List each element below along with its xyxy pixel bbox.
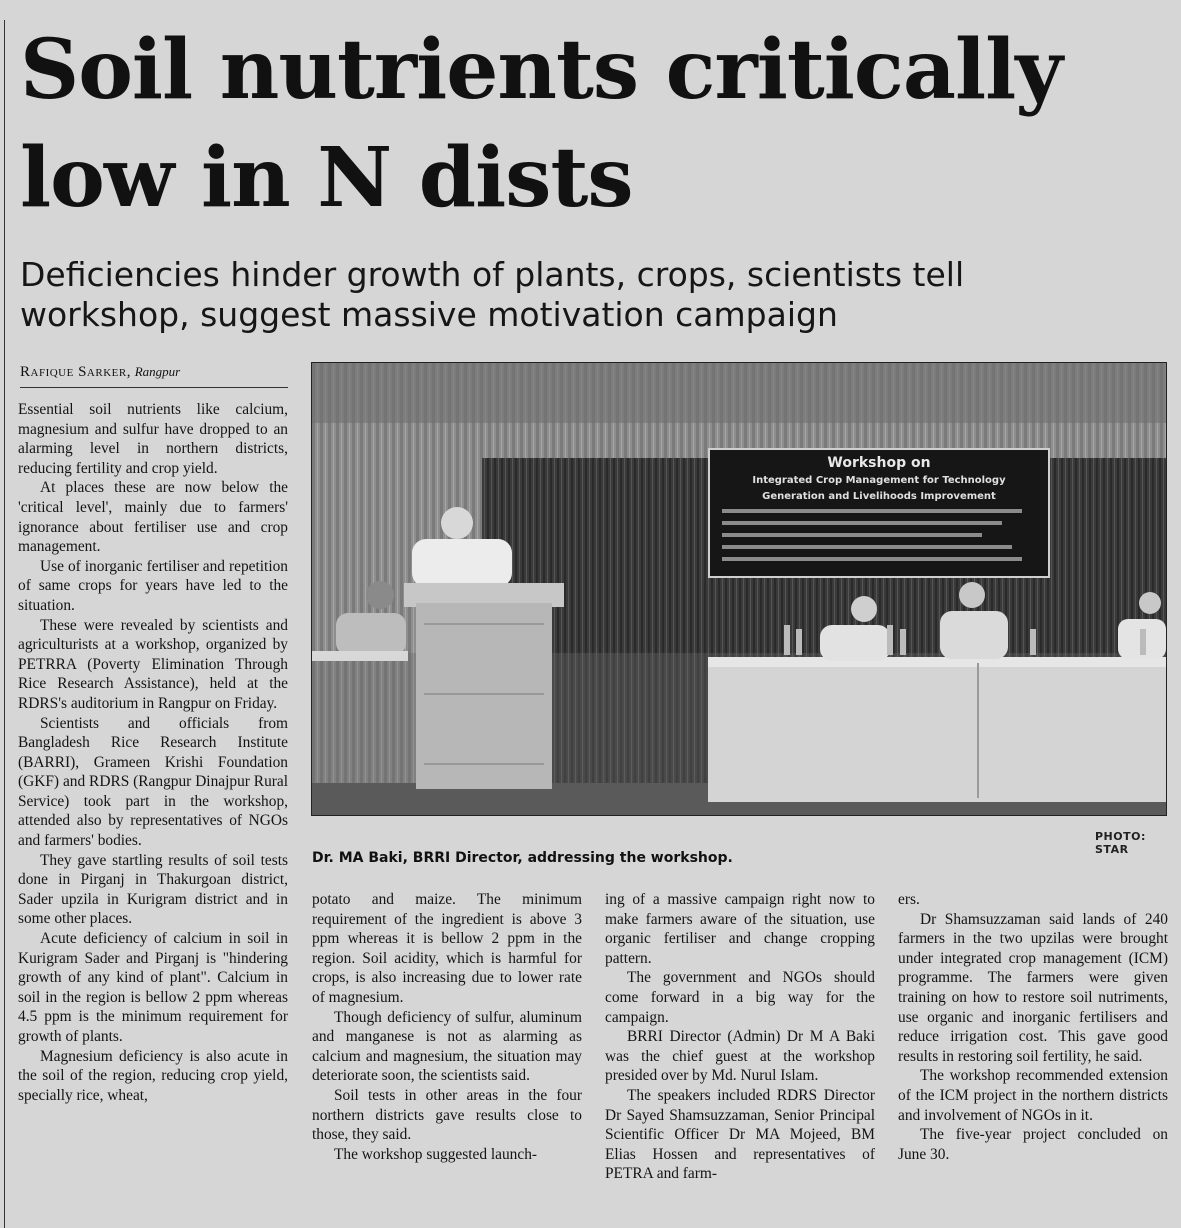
paragraph: Though deficiency of sulfur, aluminum and manganese is not as alarming as calcium and magnesium, the situation may deteriorate soon, the scientists said.	[312, 1008, 582, 1085]
paragraph: Soil tests in other areas in the four northern districts gave results close to those, they said.	[312, 1086, 582, 1144]
banner-line-3: Generation and Livelihoods Improvement	[762, 491, 996, 502]
column-4	[898, 890, 1168, 1164]
paragraph: The five-year project concluded on June 30.	[898, 1126, 1168, 1163]
paragraph: The workshop recommended extension of the ICM project in the northern districts and involvement of NGOs in it.	[898, 1067, 1168, 1124]
paragraph: ers.	[898, 891, 920, 908]
workshop-banner	[709, 449, 1049, 577]
paragraph: These were revealed by scientists and agriculturists at a workshop, organized by PETRRA (Poverty Elimination Through Rice Research Assistance), held at the RDRS's auditorium in Rangpur on Friday.	[18, 616, 288, 712]
photo-caption: Dr. MA Baki, BRRI Director, addressing the workshop.	[312, 850, 733, 866]
deck	[20, 255, 1020, 335]
paragraph: The workshop suggested launch-	[334, 1145, 538, 1163]
paragraph: BRRI Director (Admin) Dr M A Baki was the chief guest at the workshop presided over by Md. Nurul Islam.	[605, 1028, 875, 1085]
photo-credit: PHOTO: STAR	[1095, 830, 1146, 856]
paragraph: The government and NGOs should come forward in a big way for the campaign.	[605, 969, 875, 1026]
headline	[20, 16, 1150, 232]
paragraph: Acute deficiency of calcium in soil in Kurigram Sader and Pirganj is "hindering growth of any kind of plant". Calcium in soil in the region is bellow 2 ppm whereas 4.5 ppm is the minimum requirement for growth of plants.	[18, 930, 288, 1045]
column-3	[605, 890, 875, 1184]
byline-name: Rafique Sarker,	[20, 364, 131, 380]
deck-line-1: Deficiencies hinder growth of plants, crops, scientists tell	[20, 255, 965, 294]
column-rule	[4, 20, 5, 1228]
paragraph: At places these are now below the 'critical level', mainly due to farmers' ignorance about fertiliser use and crop management.	[18, 479, 288, 556]
column-2	[312, 890, 582, 1164]
byline	[20, 364, 288, 388]
paragraph: Use of inorganic fertiliser and repetition of same crops for years have led to the situation.	[18, 557, 288, 614]
workshop-photo	[311, 362, 1167, 816]
paragraph: potato and maize. The minimum requirement of the ingredient is above 3 ppm whereas it is bellow 2 ppm in the region. Soil acidity, which is harmful for crops, is also increasing due to lower rate of magnesium.	[312, 891, 582, 1006]
paragraph: Scientists and officials from Bangladesh Rice Research Institute (BARRI), Grameen Krishi Foundation (GKF) and RDRS (Rangpur Dinajpur Rural Service) took part in the workshop, attended also by representatives of NGOs and farmers' bodies.	[18, 714, 288, 850]
workshop-photo-image	[312, 363, 1166, 815]
column-1	[18, 400, 288, 1105]
headline-line-2: low in N dists	[20, 130, 633, 226]
paragraph: Dr Shamsuzzaman said lands of 240 farmers in the two upzilas were brought under integrated crop management (ICM) programme. The farmers were given training on how to restore soil nutriments, use organic and inorganic fertilisers and reduce irrigation cost. This gave good results in restoring soil fertility, he said.	[898, 910, 1168, 1065]
banner-line-2: Integrated Crop Management for Technology	[752, 475, 1006, 486]
paragraph: They gave startling results of soil tests done in Pirganj in Thakurgoan district, Sader upzila in Kurigram district and in some other places.	[18, 851, 288, 928]
paragraph: The speakers included RDRS Director Dr Sayed Shamsuzzaman, Senior Principal Scientific Officer Dr MA Mojeed, BM Elias Hossen and representatives of PETRA and farm-	[605, 1086, 875, 1183]
paragraph: Essential soil nutrients like calcium, magnesium and sulfur have dropped to an alarming level in northern districts, reducing fertility and crop yield.	[18, 401, 288, 477]
deck-line-2: workshop, suggest massive motivation campaign	[20, 295, 838, 334]
paragraph: Magnesium deficiency is also acute in the soil of the region, reducing crop yield, specially rice, wheat,	[18, 1047, 288, 1104]
paragraph: ing of a massive campaign right now to make farmers aware of the situation, use organic fertiliser and change cropping pattern.	[605, 891, 875, 967]
byline-location: Rangpur	[134, 364, 181, 379]
headline-line-1: Soil nutrients critically	[20, 22, 1062, 118]
banner-line-1: Workshop on	[827, 455, 931, 471]
